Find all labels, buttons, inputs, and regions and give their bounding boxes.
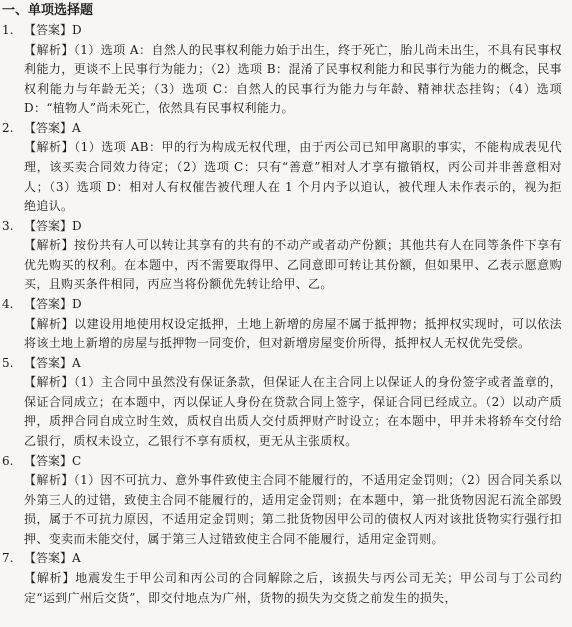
answer: 【答案】A xyxy=(24,120,81,135)
item-number: 4. xyxy=(2,297,14,312)
answer: 【答案】C xyxy=(24,453,82,468)
item-number: 3. xyxy=(2,218,14,233)
list-item xyxy=(2,21,562,119)
list-item xyxy=(2,354,562,452)
analysis: 【解析】（1）主合同中虽然没有保证条款，但保证人在主合同上以保证人的身份签字或者盖章的，保证合同成立；在本题中，丙以保证人身份在贷款合同上签字，保证合同已经成立。（2）以动产质押，质押合同自成立时生效，质权自出质人交付质押财产时设立；在本题中，甲并未将轿车交付给乙银行，质权未设立，乙银行不享有质权，更无从主张质权。 xyxy=(24,375,562,448)
list-item xyxy=(2,549,562,608)
answer: 【答案】A xyxy=(24,551,81,566)
section-title: 一、单项选择题 xyxy=(2,3,94,18)
analysis: 【解析】以建设用地使用权设定抵押，土地上新增的房屋不属于抵押物；抵押权实现时，可以依法将该土地上新增的房屋与抵押物一同变价，但对新增房屋变价所得，抵押权人无权优先受偿。 xyxy=(24,316,562,351)
answer: 【答案】D xyxy=(24,23,82,37)
item-number: 5. xyxy=(2,355,14,370)
list-item xyxy=(2,452,562,550)
item-number: 2. xyxy=(2,120,14,135)
answer: 【答案】D xyxy=(24,297,82,312)
item-number: 6. xyxy=(2,453,14,468)
list-item xyxy=(2,295,562,354)
list-item xyxy=(2,217,562,295)
item-number: 7. xyxy=(2,551,14,566)
analysis: 【解析】（1）选项 AB：甲的行为构成无权代理，由于丙公司已知甲离职的事实，不能构成表见代理，该买卖合同效力待定；（2）选项 C：只有“善意”相对人才享有撤销权，丙公司并非善意相对人；（3）选项 D：相对人有权催告被代理人在 1 个月内予以追认，被代理人未作表示的，视为拒绝追认。 xyxy=(24,140,562,214)
list-item xyxy=(2,119,562,217)
analysis: 【解析】按份共有人可以转让其享有的共有的不动产或者动产份额；其他共有人在同等条件下享有优先购买的权利。在本题中，丙不需要取得甲、乙同意即可转让其份额，但如果甲、乙表示愿意购买，且购买条件相同，丙应当将份额优先转让给甲、乙。 xyxy=(24,238,562,292)
answer: 【答案】D xyxy=(24,218,82,233)
item-number: 1. xyxy=(2,23,14,37)
analysis: 【解析】（1）因不可抗力、意外事件致使主合同不能履行的，不适用定金罚则；（2）因合同关系以外第三人的过错，致使主合同不能履行的，适用定金罚则；在本题中，第一批货物因泥石流全部毁损，属于不可抗力原因，不适用定金罚则；第二批货物因甲公司的债权人丙对该批货物实行强行扣押、变卖而未能交付，属于第三人过错致使主合同不能履行，适用定金罚则。 xyxy=(24,473,562,546)
analysis: 【解析】（1）选项 A：自然人的民事权利能力始于出生，终于死亡，胎儿尚未出生，不具有民事权利能力，更谈不上民事行为能力；（2）选项 B：混淆了民事权利能力和民事行为能力的概念，民事权利能力与年龄无关；（3）选项 C：自然人的民事行为能力与年龄、精神状态挂钩；（4）选项 D：“植物人”尚未死亡，依然具有民事权利能力。 xyxy=(24,42,562,116)
analysis: 【解析】地震发生于甲公司和丙公司的合同解除之后，该损失与丙公司无关；甲公司与丁公司约定“运到广州后交货”，即交付地点为广州，货物的损失为交货之前发生的损失， xyxy=(24,570,562,605)
answer: 【答案】A xyxy=(24,355,81,370)
